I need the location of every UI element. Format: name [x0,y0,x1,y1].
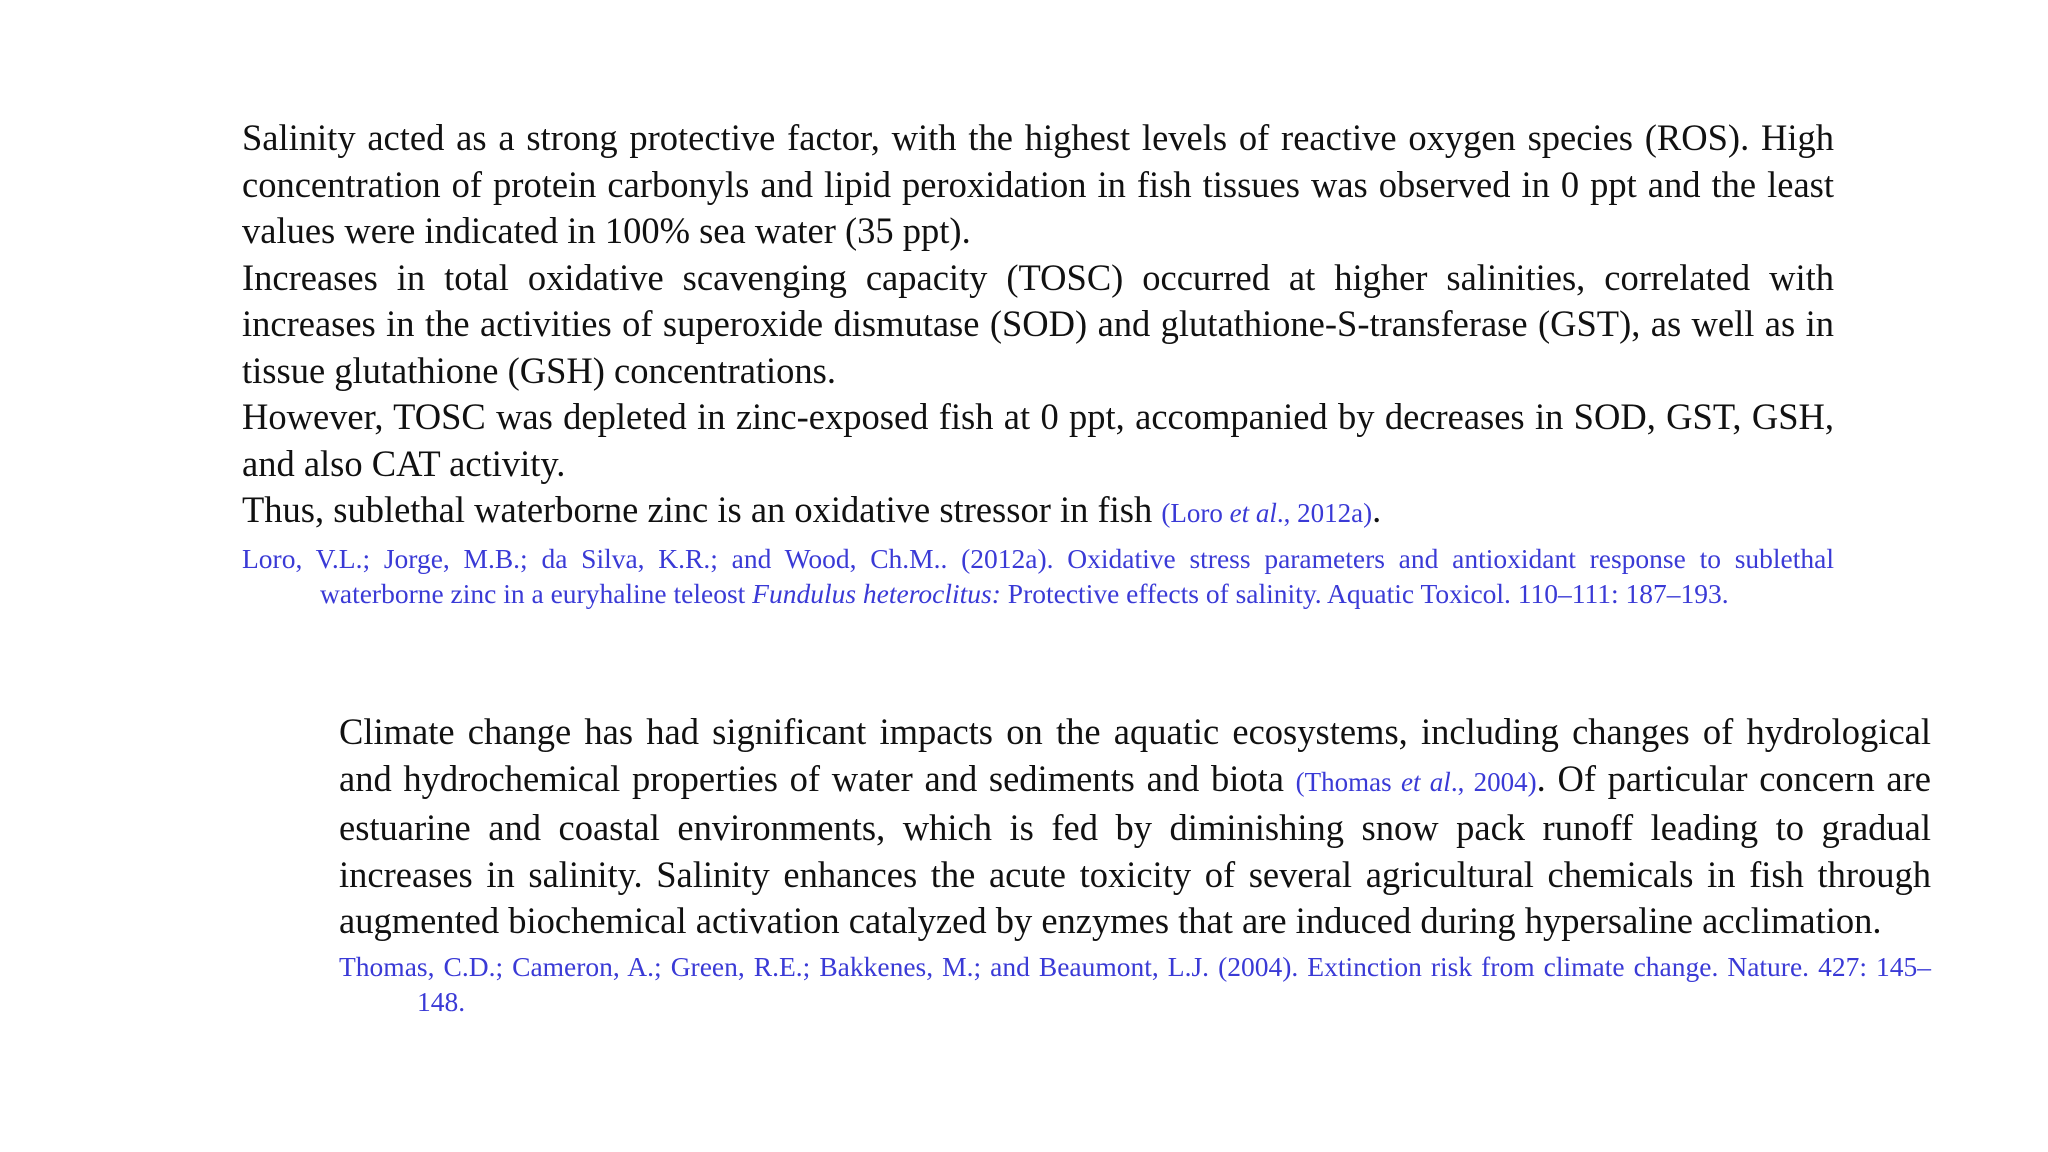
climate-change-block [339,709,1931,1020]
citation-thomas-2004: (Thomas et al., 2004) [1295,766,1537,797]
salinity-zinc-block [242,115,1834,612]
citation-loro-2012a: (Loro et al., 2012a) [1161,498,1373,528]
paragraph-tosc-depleted: However, TOSC was depleted in zinc-exposed fish at 0 ppt, accompanied by decreases in SOD, GST, GSH, and also CAT activity. [242,396,1834,484]
reference-loro-2012a: Loro, V.L.; Jorge, M.B.; da Silva, K.R.; and Wood, Ch.M.. (2012a). Oxidative stress parameters and antioxidant response to sublethal waterborne zinc in a euryhaline teleost Fundulus heteroclitus: Protective effects of salinity. Aquatic Toxicol. 110–111: 187–193. [242,542,1834,609]
paragraph-tosc-increase: Increases in total oxidative scavenging capacity (TOSC) occurred at higher salinities, correlated with increases in the activities of superoxide dismutase (SOD) and glutathione-S-transferase (GST), as well as in tissue glutathione (GSH) concentrations. [242,256,1834,391]
reference-thomas-2004: Thomas, C.D.; Cameron, A.; Green, R.E.; Bakkenes, M.; and Beaumont, L.J. (2004). Extinction risk from climate change. Nature. 427: 145–148. [339,950,1931,1017]
paragraph-climate-change: Climate change has had significant impacts on the aquatic ecosystems, including changes of hydrological and hydrochemical properties of water and sediments and biota (Thomas et al., 2004). Of particular concern are estuarine and coastal environments, which is fed by diminishing snow pack runoff leading to gradual increases in salinity. Salinity enhances the acute toxicity of several agricultural chemicals in fish through augmented biochemical activation catalyzed by enzymes that are induced during hypersaline acclimation. [339,711,1931,941]
paragraph-conclusion [242,487,1834,537]
conclusion-text: Thus, sublethal waterborne zinc is an oxidative stressor in fish [242,489,1162,530]
conclusion-end: . [1372,489,1382,530]
paragraph-ros: Salinity acted as a strong protective factor, with the highest levels of reactive oxygen species (ROS). High concentration of protein carbonyls and lipid peroxidation in fish tissues was observed in 0 ppt and the least values were indicated in 100% sea water (35 ppt). [242,117,1834,251]
species-name: Fundulus heteroclitus: [752,578,1001,609]
